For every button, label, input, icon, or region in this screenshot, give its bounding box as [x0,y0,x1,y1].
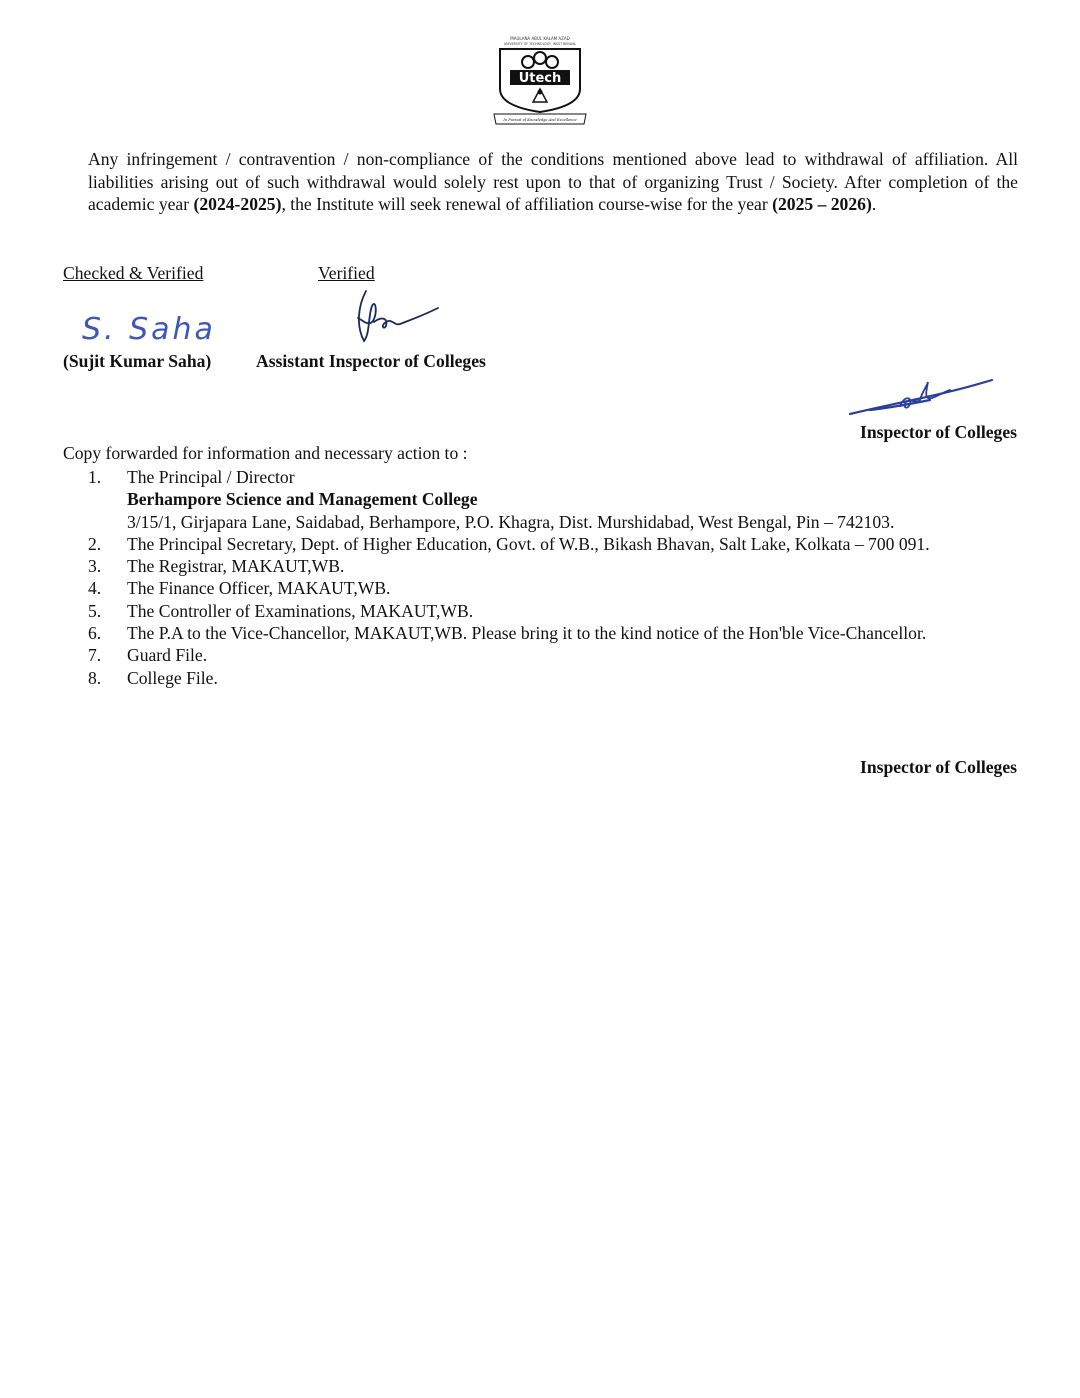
inspector-title-2: Inspector of Colleges [859,757,1017,777]
assistant-inspector-title: Assistant Inspector of Colleges [256,351,486,371]
list-item [88,511,1028,533]
list-item [88,466,1028,488]
list-item [88,577,1028,599]
logo-motto: In Pursuit of Knowledge And Excellence [503,118,577,122]
list-text: The P.A to the Vice-Chancellor, MAKAUT,WB. Please bring it to the kind notice of the Hon'ble Vice-Chancellor. [127,623,927,644]
list-number: 8. [88,667,102,688]
list-number: 5. [88,600,102,621]
logo-top-text-2: UNIVERSITY OF TECHNOLOGY, WEST BENGAL [503,42,577,46]
list-number: 2. [88,533,102,554]
academic-year-current: (2024-2025) [193,194,282,215]
list-number: 1. [88,467,102,487]
list-text: The Registrar, MAKAUT,WB. [127,556,345,577]
list-text: The Finance Officer, MAKAUT,WB. [127,578,391,599]
list-number: 3. [88,556,102,577]
logo-name: Utech [518,71,562,86]
inspector-signature [840,374,1000,429]
verified-label: Verified [318,263,375,283]
list-item [88,667,1028,689]
list-text: College File. [127,667,218,688]
college-name: Berhampore Science and Management College [127,489,478,510]
checker-name: (Sujit Kumar Saha) [63,351,212,371]
paragraph-text-1: Any infringement / contravention / non-compliance of the conditions mentioned above lead to withdrawal of affiliation. All liabilities arising out of such withdrawal would solely rest upon to that of organizing Trust / Society. After completion of the academic year [88,149,1018,215]
list-number: 6. [88,623,102,644]
academic-year-next: (2025 – 2026) [772,194,872,215]
list-item [88,533,1028,555]
paragraph-text-3: . [871,194,877,215]
handwritten-signature-icon [352,286,442,348]
list-text: The Principal Secretary, Dept. of Higher Education, Govt. of W.B., Bikash Bhavan, Salt Lake, Kolkata – 700 091. [127,533,930,554]
list-number [88,511,127,533]
inspector-title-1: Inspector of Colleges [859,422,1017,442]
conditions-paragraph [88,148,1018,216]
copy-forwarded-line: Copy forwarded for information and necessary action to : [63,443,468,463]
signature-s-saha: S. Saha [82,312,216,347]
list-item [88,622,1028,644]
list-item [88,555,1028,577]
assistant-inspector-signature [352,286,442,353]
list-number: 7. [88,645,102,666]
utech-emblem-icon [490,34,590,128]
list-text: The Principal / Director [127,467,295,487]
list-item [88,488,1028,510]
handwritten-signature-icon [840,374,1000,424]
university-logo [490,34,590,128]
list-number: 4. [88,578,102,599]
list-number [88,488,127,510]
list-text: The Controller of Examinations, MAKAUT,WB. [127,600,474,621]
checked-verified-label: Checked & Verified [63,263,204,283]
college-address: 3/15/1, Girjapara Lane, Saidabad, Berhampore, P.O. Khagra, Dist. Murshidabad, West Bengal, Pin – 742103. [127,511,895,532]
list-item [88,644,1028,666]
recipient-list [88,466,1028,689]
list-item [88,600,1028,622]
list-text: Guard File. [127,645,208,666]
logo-top-text-1: MAULANA ABUL KALAM AZAD [510,36,570,41]
paragraph-text-2: , the Institute will seek renewal of affiliation course-wise for the year [281,194,773,215]
